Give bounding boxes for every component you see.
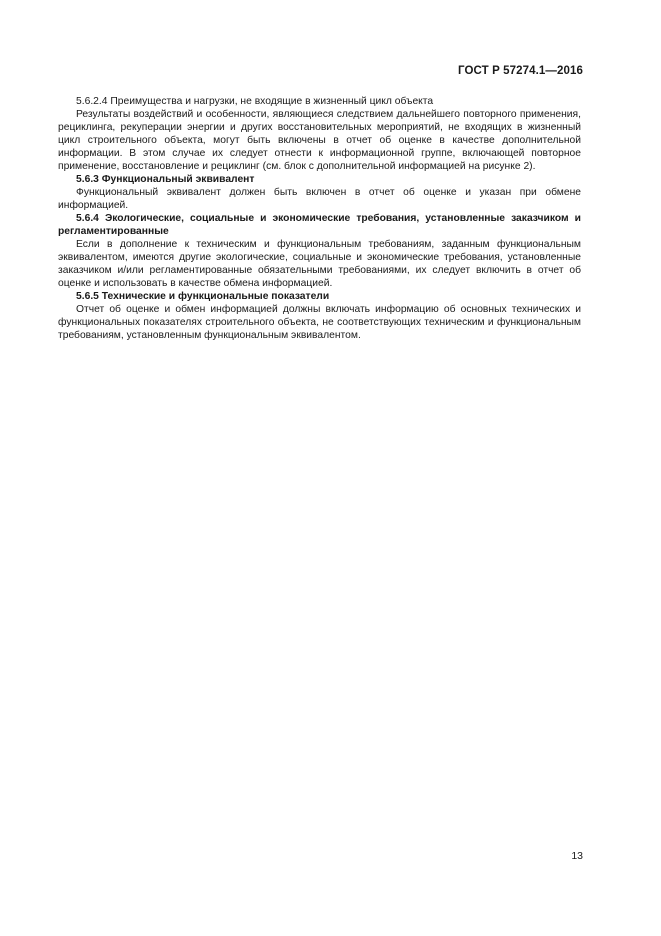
- section-5-6-4-heading: 5.6.4 Экологические, социальные и экономические требования, установленные заказчиком и регламентированные: [58, 213, 581, 237]
- section-5-6-3-text: Функциональный эквивалент должен быть включен в отчет об оценке и указан при обмене информацией.: [58, 187, 581, 211]
- section-5-6-4-text: Если в дополнение к техническим и функциональным требованиям, заданным функциональным эквивалентом, имеются другие экологические, социальные и экономические требования, установленные заказчиком и/или регламентированные обязательными требованиями, их следует включить в отчет об оценке и использовать в качестве обмена информацией.: [58, 239, 581, 289]
- document-body: [58, 95, 581, 342]
- section-5-6-5-heading: 5.6.5 Технические и функциональные показатели: [76, 291, 330, 302]
- subsection-5-6-2-4-text: Результаты воздействий и особенности, являющиеся следствием дальнейшего повторного применения, рециклинга, рекуперации энергии и других восстановительных мероприятий, не входящих в жизненный цикл строительного объекта, могут быть включены в отчет об оценке в качестве дополнительной информации. В этом случае их следует отнести к информационной группе, включающей повторное применение, восстановление и рециклинг (см. блок с дополнительной информацией на рисунке 2).: [58, 109, 581, 172]
- document-header: ГОСТ Р 57274.1—2016: [458, 65, 583, 77]
- section-5-6-5-text: Отчет об оценке и обмен информацией должны включать информацию об основных технических и функциональных показателях строительного объекта, не соответствующих техническим и функциональным требованиям, установленным функциональным эквивалентом.: [58, 304, 581, 341]
- section-5-6-3-heading: 5.6.3 Функциональный эквивалент: [76, 174, 255, 185]
- page-number: 13: [571, 850, 583, 862]
- subsection-5-6-2-4-heading: 5.6.2.4 Преимущества и нагрузки, не входящие в жизненный цикл объекта: [76, 96, 434, 107]
